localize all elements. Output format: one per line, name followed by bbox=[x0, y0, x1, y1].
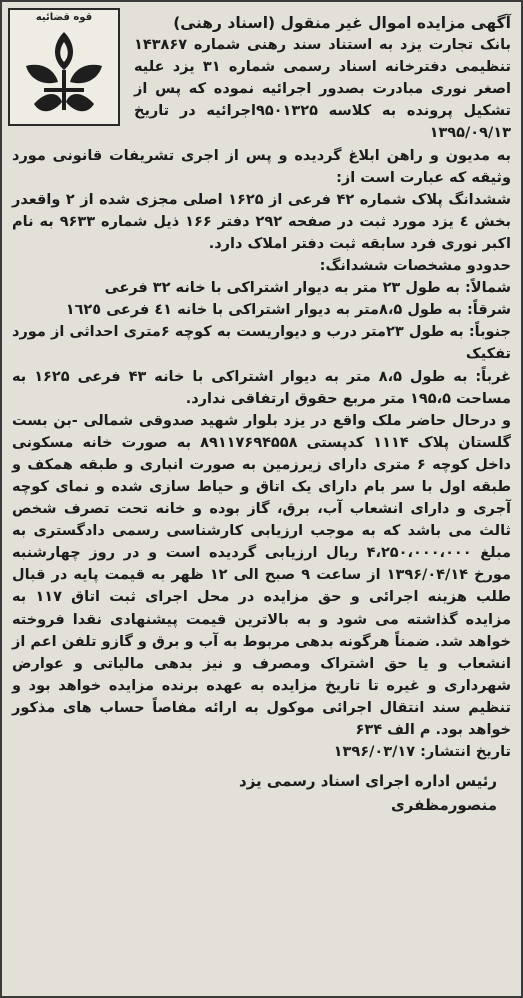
emblem-label: قوه قضائیه bbox=[35, 12, 93, 23]
notice-body bbox=[12, 145, 511, 764]
publish-date: تاریخ انتشار: ۱۳۹۶/۰۳/۱۷ bbox=[333, 744, 511, 761]
signature-title: رئیس اداره اجرای اسناد رسمی یزد bbox=[239, 772, 497, 791]
boundaries-heading: حدودو مشخصات ششدانگ: bbox=[319, 258, 511, 275]
notice-head bbox=[134, 12, 511, 145]
boundary-north: شمالاً: به طول ۲۳ متر به دیوار اشتراکی با خانه ۳۲ فرعی bbox=[104, 280, 511, 297]
signature-block bbox=[12, 769, 511, 817]
boundary-south: جنوباً: به طول ۲۳متر درب و دیواریست به کوچه ۶متری احداثی از مورد تفکیک bbox=[12, 324, 511, 363]
paragraph: و درحال حاضر ملک واقع در یزد بلوار شهید صدوقی شمالی -بن بست گلستان پلاک ۱۱۱۴ کدپستی ۸۹۱۱۷۶۹۴۵۵۸ به صورت خانه مسکونی داخل کوچه ۶ متری دارای زیرزمین به صورت انباری و طبقه همکف و طبقه اول با سر بام دارای یک اتاق و حیاط سازی شده و نمای کوچه آجری و دارای انشعاب آب، برق، گاز بوده و خانه تحت تصرف شخص ثالث می باشد که به موجب ارزیابی کارشناسی رسمی دادگستری به مبلغ ۴،۲۵۰،۰۰۰،۰۰۰ ریال ارزیابی گردیده است و در روز چهارشنبه مورخ ۱۳۹۶/۰۴/۱۴ از ساعت ۹ صبح الی ۱۲ ظهر به قیمت پایه در قبال طلب هزینه اجرائی و حق مزایده در محل اجرای ثبت اتاق ۱۱۷ به مزایده گذاشته می شود و به بالاترین قیمت پیشنهادی نقدا فروخته خواهد شد. ضمناً هرگونه بدهی مربوط به آب و برق و گازو تلفن اعم از انشعاب و یا حق اشتراک ومصرف و نیز بدهی مالیاتی و عوارض شهرداری و غیره تا تاریخ مزایده به عهده برنده مزایده خواهد بود و تنظیم سند انتقال اجرائی موکول به ارائه مفاصاً حساب های مذکور خواهد بود. م الف ۶۳۴ bbox=[12, 412, 511, 738]
notice-title: آگهی مزایده اموال غیر منقول (اسناد رهنی) bbox=[173, 14, 511, 32]
notice-intro: بانک تجارت یزد به استناد سند رهنی شماره ۱۴۳۸۶۷ تنظیمی دفترخانه اسناد رسمی شماره ۳۱ یزد علیه اصغر نوری مبادرت بصدور اجرائیه نموده که پس از تشکیل پرونده به کلاسه ۹۵۰۱۳۲۵اجرائیه در تاریخ ۱۳۹۵/۰۹/۱۳ bbox=[134, 37, 511, 142]
paragraph: ششدانگ پلاک شماره ۴۲ فرعی از ۱۶۲۵ اصلی مجزی شده از ۲ واقعدر بخش ٤ یزد مورد ثبت در صفحه ۲۹۲ دفتر ۱۶۶ ذیل شماره ۹۶۳۳ به نام اکبر نوری فرد سابقه ثبت دفتر املاک دارد. bbox=[12, 191, 511, 252]
judiciary-emblem-icon bbox=[16, 26, 112, 122]
paragraph: به مدیون و راهن ابلاغ گردیده و پس از اجری تشریفات قانونی مورد وثیقه که عبارت است از: bbox=[12, 147, 511, 186]
boundary-west: غرباً: به طول ۸،۵ متر به دیوار اشتراکی با خانه ۴۳ فرعی ۱۶۲۵ به مساحت ۱۹۵،۵ متر مربع حقوق ارتفاقی ندارد. bbox=[12, 368, 512, 407]
boundary-east: شرقاً: به طول ۸،۵متر به دیوار اشتراکی با خانه ٤١ فرعی ١٦٢٥ bbox=[65, 302, 511, 319]
emblem-box bbox=[8, 8, 120, 126]
signature-name: منصورمظفری bbox=[390, 796, 497, 815]
